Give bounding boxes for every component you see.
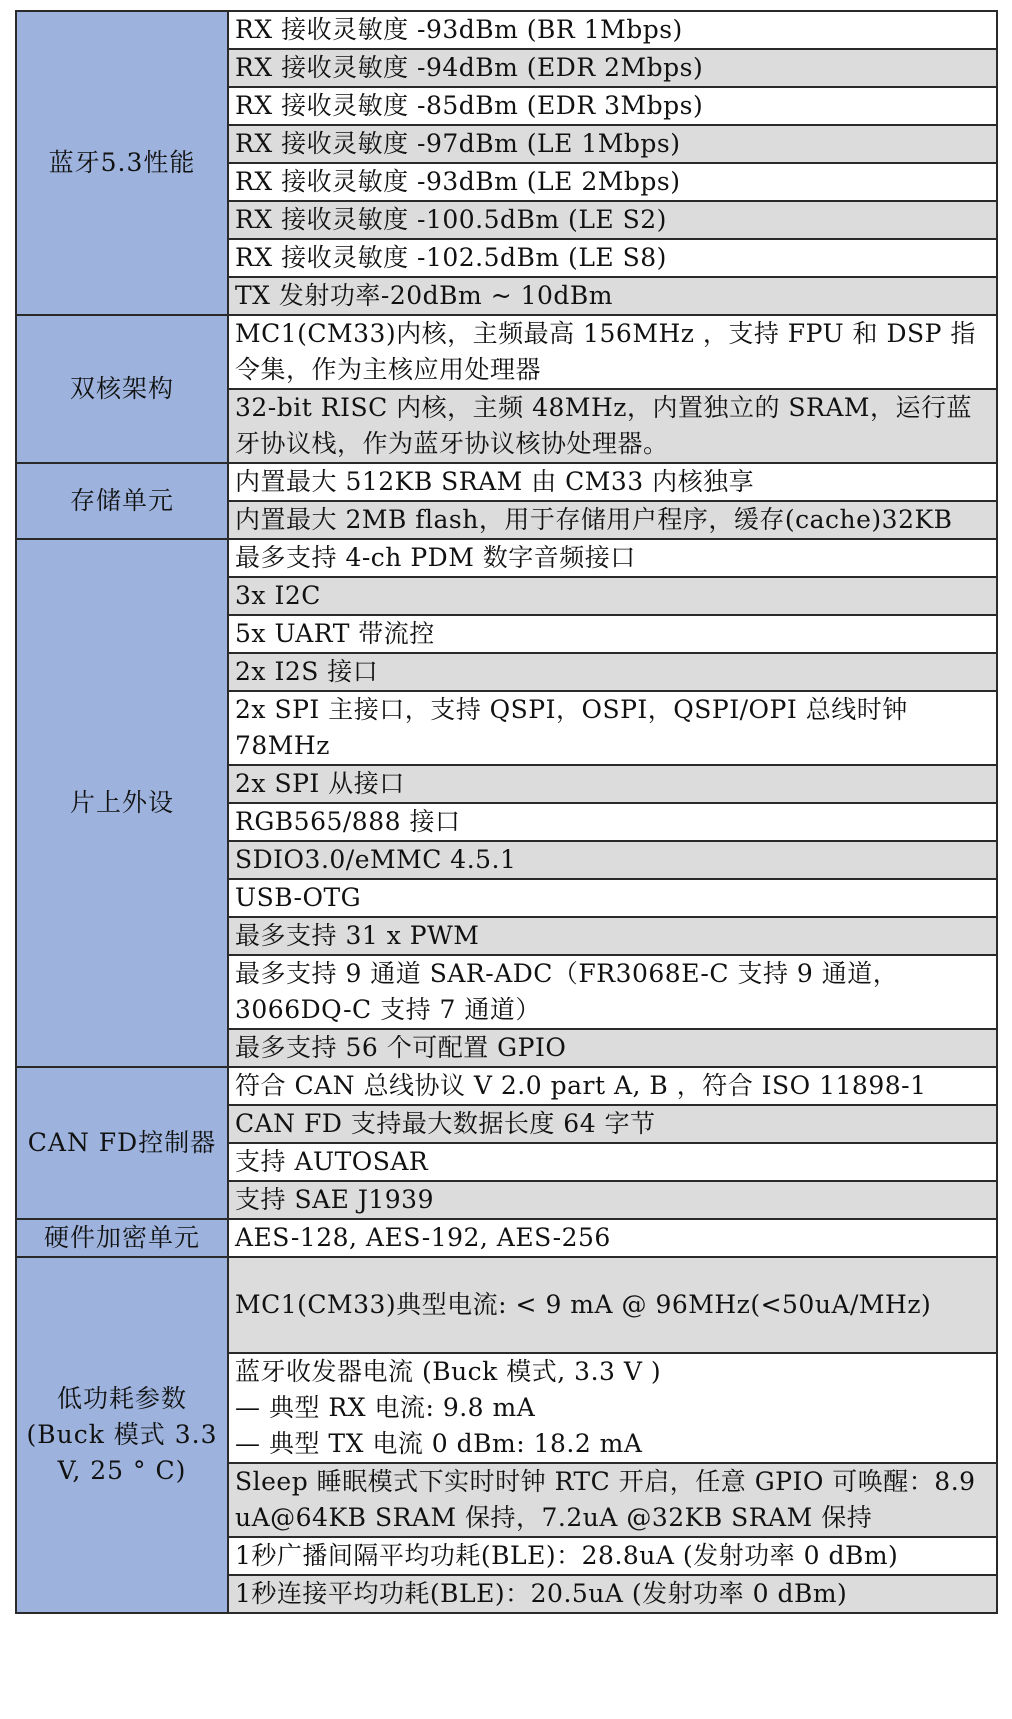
category-cell: 双核架构 <box>16 315 228 463</box>
spec-value-cell: CAN FD 支持最大数据长度 64 字节 <box>228 1105 997 1143</box>
spec-value-cell: 2x I2S 接口 <box>228 653 997 691</box>
spec-value-cell: RGB565/888 接口 <box>228 803 997 841</box>
spec-value-cell: 2x SPI 从接口 <box>228 765 997 803</box>
category-cell: 蓝牙5.3性能 <box>16 11 228 315</box>
spec-value-cell: RX 接收灵敏度 -100.5dBm (LE S2) <box>228 201 997 239</box>
spec-value-cell: 最多支持 4-ch PDM 数字音频接口 <box>228 539 997 577</box>
spec-value-cell: RX 接收灵敏度 -85dBm (EDR 3Mbps) <box>228 87 997 125</box>
category-cell: 片上外设 <box>16 539 228 1067</box>
table-row <box>16 315 997 389</box>
table-row <box>16 1219 997 1257</box>
category-cell: 存储单元 <box>16 463 228 539</box>
spec-value-cell: SDIO3.0/eMMC 4.5.1 <box>228 841 997 879</box>
spec-value-cell: MC1(CM33)典型电流: < 9 mA @ 96MHz(<50uA/MHz) <box>228 1257 997 1353</box>
spec-value-cell: RX 接收灵敏度 -93dBm (LE 2Mbps) <box>228 163 997 201</box>
spec-value-cell: 3x I2C <box>228 577 997 615</box>
table-row <box>16 1067 997 1105</box>
spec-value-cell: 符合 CAN 总线协议 V 2.0 part A, B ，符合 ISO 11898-1 <box>228 1067 997 1105</box>
category-cell: CAN FD控制器 <box>16 1067 228 1219</box>
spec-table <box>15 10 998 1614</box>
category-cell: 低功耗参数 (Buck 模式 3.3 V, 25 ° C) <box>16 1257 228 1613</box>
spec-table-body <box>16 11 997 1613</box>
category-cell: 硬件加密单元 <box>16 1219 228 1257</box>
spec-value-cell: RX 接收灵敏度 -94dBm (EDR 2Mbps) <box>228 49 997 87</box>
spec-line: 蓝牙收发器电流 (Buck 模式, 3.3 V ) <box>235 1357 662 1386</box>
spec-value-cell: 1秒连接平均功耗(BLE)：20.5uA (发射功率 0 dBm) <box>228 1575 997 1613</box>
spec-value-cell: 支持 AUTOSAR <box>228 1143 997 1181</box>
spec-value-cell: TX 发射功率-20dBm ~ 10dBm <box>228 277 997 315</box>
spec-value-cell: RX 接收灵敏度 -93dBm (BR 1Mbps) <box>228 11 997 49</box>
spec-value-cell: 32-bit RISC 内核，主频 48MHz，内置独立的 SRAM，运行蓝牙协议栈，作为蓝牙协议核协处理器。 <box>228 389 997 463</box>
spec-value-cell: 内置最大 2MB flash，用于存储用户程序，缓存(cache)32KB <box>228 501 997 539</box>
spec-value-cell: 支持 SAE J1939 <box>228 1181 997 1219</box>
table-row <box>16 463 997 501</box>
spec-line: — 典型 TX 电流 0 dBm: 18.2 mA <box>235 1429 643 1458</box>
spec-line: — 典型 RX 电流: 9.8 mA <box>235 1393 536 1422</box>
spec-value-cell <box>228 1353 997 1463</box>
table-row <box>16 11 997 49</box>
spec-value-cell: USB-OTG <box>228 879 997 917</box>
spec-value-cell: RX 接收灵敏度 -97dBm (LE 1Mbps) <box>228 125 997 163</box>
spec-value-cell: 内置最大 512KB SRAM 由 CM33 内核独享 <box>228 463 997 501</box>
spec-value-cell: 5x UART 带流控 <box>228 615 997 653</box>
spec-value-cell: 2x SPI 主接口，支持 QSPI，OSPI，QSPI/OPI 总线时钟 78MHz <box>228 691 997 765</box>
spec-value-cell: RX 接收灵敏度 -102.5dBm (LE S8) <box>228 239 997 277</box>
spec-value-cell: 最多支持 31 x PWM <box>228 917 997 955</box>
spec-value-cell: AES-128, AES-192, AES-256 <box>228 1219 997 1257</box>
table-row <box>16 1257 997 1353</box>
spec-value-cell: 最多支持 9 通道 SAR-ADC（FR3068E-C 支持 9 通道，3066DQ-C 支持 7 通道） <box>228 955 997 1029</box>
spec-value-cell: 1秒广播间隔平均功耗(BLE)：28.8uA (发射功率 0 dBm) <box>228 1537 997 1575</box>
table-row <box>16 539 997 577</box>
spec-value-cell: Sleep 睡眠模式下实时时钟 RTC 开启，任意 GPIO 可唤醒：8.9 uA@64KB SRAM 保持，7.2uA @32KB SRAM 保持 <box>228 1463 997 1537</box>
spec-value-cell: MC1(CM33)内核，主频最高 156MHz ，支持 FPU 和 DSP 指令集，作为主核应用处理器 <box>228 315 997 389</box>
spec-value-cell: 最多支持 56 个可配置 GPIO <box>228 1029 997 1067</box>
